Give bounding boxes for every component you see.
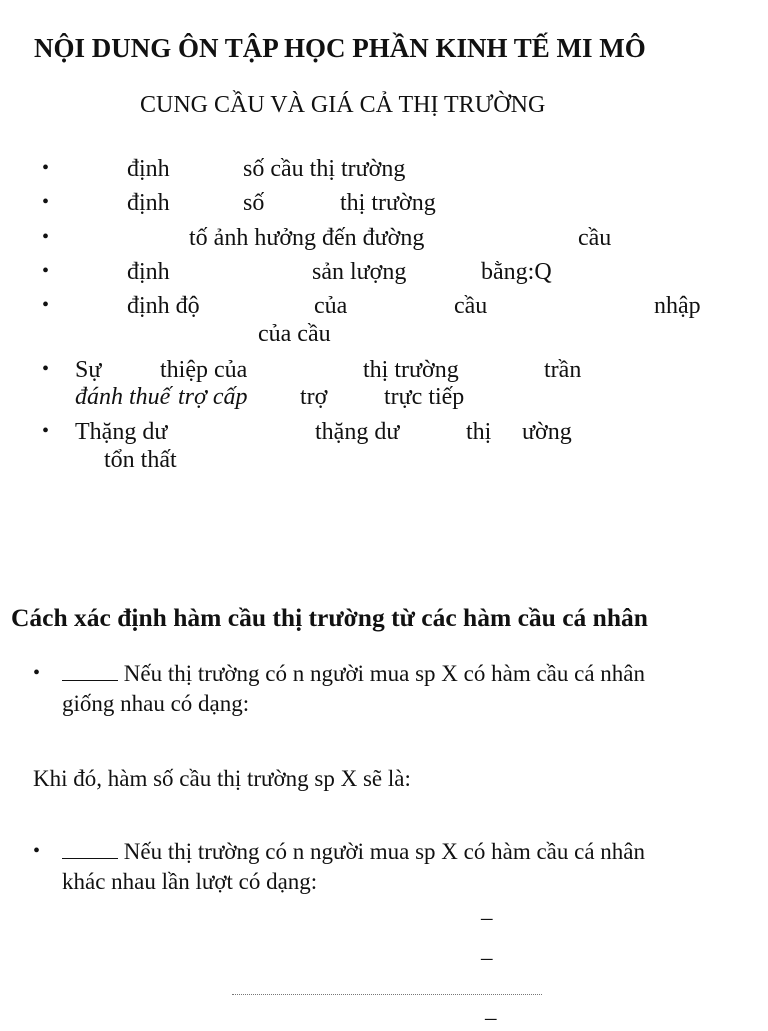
section-bullet-2-line2: khác nhau lần lượt có dạng:	[62, 869, 318, 894]
bullet-dot: •	[42, 260, 50, 282]
fill-in-blank	[62, 840, 118, 859]
section-heading: Cách xác định hàm cầu thị trường từ các hàm cầu cá nhân	[11, 603, 648, 632]
bullet-dot: •	[42, 191, 50, 213]
outline-item-1-word: định	[127, 156, 170, 182]
outline-item-2-word: định	[127, 190, 170, 216]
outline-item-5-word: định độ	[127, 293, 200, 319]
outline-item-7-word: thặng dư	[315, 419, 400, 445]
outline-item-6-word: thị trường	[363, 357, 459, 383]
dotted-separator	[232, 994, 542, 995]
bullet-dot: •	[33, 840, 41, 862]
outline-item-5-word: của	[314, 293, 348, 319]
outline-item-6-word: thiệp của	[160, 357, 248, 383]
section-bullet-1-text: Nếu thị trường có n người mua sp X có hàm cầu cá nhân	[123, 661, 646, 686]
outline-item-5-word: nhập	[654, 293, 701, 319]
outline-item-2-word: thị trường	[340, 190, 436, 216]
section-bullet-2	[62, 838, 645, 865]
bullet-dot: •	[33, 662, 41, 684]
outline-item-1-word: số cầu thị trường	[243, 156, 406, 182]
outline-item-7-word: Thặng dư	[75, 419, 168, 445]
outline-item-7-word: ường	[522, 419, 572, 445]
outline-item-3-word: tố ảnh hưởng đến đường	[189, 225, 425, 251]
outline-item-6-word: trợ cấp	[178, 384, 248, 410]
outline-item-4-word: sản lượng	[312, 259, 407, 285]
outline-item-6-word: đánh thuế	[75, 384, 171, 410]
outline-item-6-word: trợ	[300, 384, 328, 410]
outline-item-5-word: của cầu	[258, 321, 331, 347]
outline-item-6-word: Sự	[75, 357, 102, 383]
outline-item-5-word: cầu	[454, 293, 488, 319]
bullet-dot: •	[42, 157, 50, 179]
page-subtitle: CUNG CẦU VÀ GIÁ CẢ THỊ TRƯỜNG	[140, 92, 546, 118]
outline-item-7-word: tổn thất	[104, 447, 177, 473]
bullet-dot: •	[42, 358, 50, 380]
bullet-dot: •	[42, 226, 50, 248]
market-demand-sentence: Khi đó, hàm số cầu thị trường sp X sẽ là:	[33, 766, 411, 791]
outline-item-6-word: trần	[544, 357, 582, 383]
equation-dash: –	[481, 945, 493, 970]
section-bullet-1-line2: giống nhau có dạng:	[62, 691, 250, 716]
outline-item-3-word: cầu	[578, 225, 612, 251]
outline-item-4-word: bằng:Q	[481, 259, 552, 285]
outline-item-2-word: số	[243, 190, 265, 216]
page-title: NỘI DUNG ÔN TẬP HỌC PHẦN KINH TẾ MI MÔ	[34, 33, 646, 63]
section-bullet-2-text: Nếu thị trường có n người mua sp X có hàm cầu cá nhân	[123, 839, 646, 864]
fill-in-blank	[62, 662, 118, 681]
bullet-dot: •	[42, 420, 50, 442]
outline-item-4-word: định	[127, 259, 170, 285]
outline-item-7-word: thị	[466, 419, 492, 445]
outline-item-6-word: trực tiếp	[384, 384, 465, 410]
section-bullet-1	[62, 660, 645, 687]
bullet-dot: •	[42, 294, 50, 316]
equation-dash: –	[481, 905, 493, 930]
equation-dash: –	[485, 1005, 497, 1030]
